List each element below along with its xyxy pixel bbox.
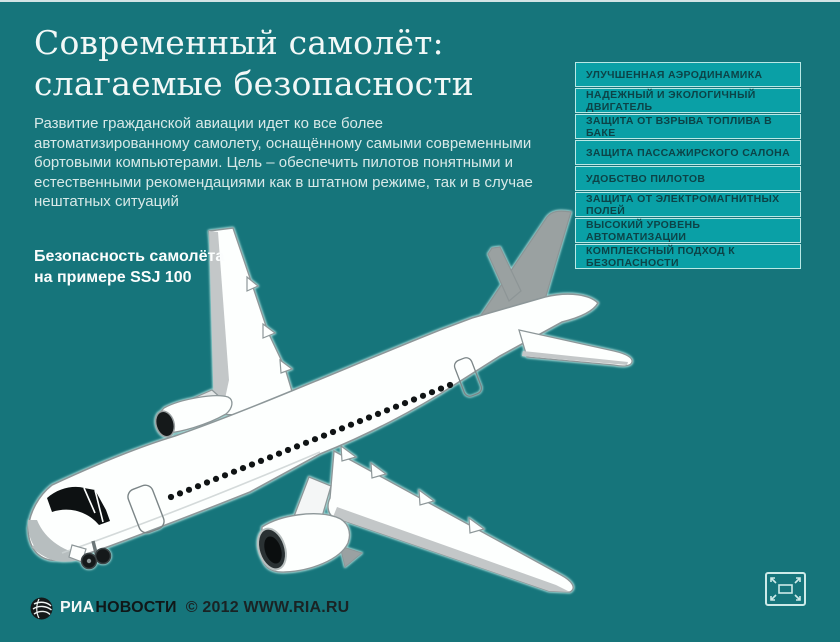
safety-item-button[interactable]	[575, 114, 801, 139]
footer	[30, 595, 349, 621]
copyright-text: © 2012 WWW.RIA.RU	[185, 599, 350, 616]
safety-item-button[interactable]	[575, 62, 801, 87]
intro-paragraph: Развитие гражданской авиации идет ко все более автоматизированному самолету, оснащённому самыми современными бортовыми компьютерами. Цель – обеспечить пилотов понятными и естественными рекомендациями как в штатном режиме, так и в случае нештатных ситуаций	[34, 115, 533, 210]
brand-ria: РИА	[60, 599, 95, 616]
safety-item-button[interactable]	[575, 88, 801, 113]
near-stabilizer	[519, 330, 632, 366]
ria-globe-icon	[30, 597, 53, 620]
safety-item-label: ЗАЩИТА ОТ ЭЛЕКТРОМАГНИТНЫХ ПОЛЕЙ	[586, 192, 780, 217]
safety-item-label: УЛУЧШЕННАЯ АЭРОДИНАМИКА	[586, 68, 763, 81]
title-line-1: Современный самолёт:	[34, 23, 444, 62]
safety-item-label: ВЫСОКИЙ УРОВЕНЬ АВТОМАТИЗАЦИИ	[586, 218, 701, 243]
plane-label-line-2: на примере SSJ 100	[34, 269, 192, 286]
safety-item-button[interactable]	[575, 218, 801, 243]
safety-item-label: УДОБСТВО ПИЛОТОВ	[586, 172, 706, 185]
safety-item-label: КОМПЛЕКСНЫЙ ПОДХОД К БЕЗОПАСНОСТИ	[586, 244, 736, 269]
safety-item-button[interactable]	[575, 166, 801, 191]
safety-item-label: ЗАЩИТА ОТ ВЗРЫВА ТОПЛИВА В БАКЕ	[586, 114, 773, 139]
plane-example-label	[34, 246, 224, 288]
safety-item-button[interactable]	[575, 192, 801, 217]
brand-novosti: НОВОСТИ	[95, 599, 177, 616]
plane-label-line-1: Безопасность самолёта	[34, 248, 225, 265]
safety-item-button[interactable]	[575, 140, 801, 165]
page-title	[34, 22, 574, 104]
safety-item-button[interactable]	[575, 244, 801, 269]
fullscreen-icon[interactable]	[765, 572, 806, 606]
near-wing	[328, 446, 573, 592]
safety-list	[575, 62, 801, 270]
safety-item-label: ЗАЩИТА ПАССАЖИРСКОГО САЛОНА	[586, 146, 791, 159]
safety-item-label: НАДЕЖНЫЙ И ЭКОЛОГИЧНЫЙ ДВИГАТЕЛЬ	[586, 88, 756, 113]
title-line-2: слагаемые безопасности	[34, 64, 474, 103]
